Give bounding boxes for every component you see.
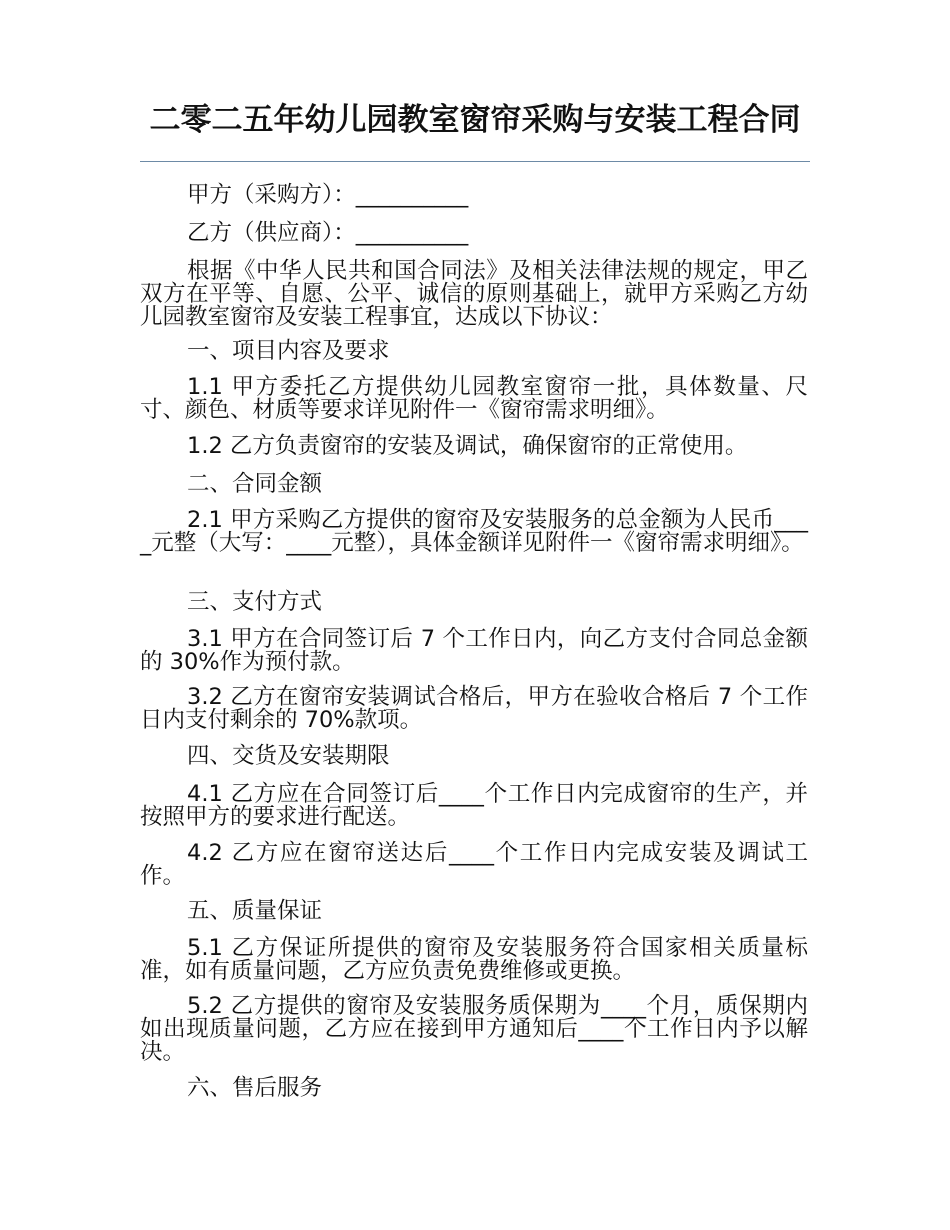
clause-paragraph: 2.1 甲方采购乙方提供的窗帘及安装服务的总金额为人民币____元整（大写：____元整），具体金额详见附件一《窗帘需求明细》。 — [140, 507, 808, 556]
clause-paragraph: 3.2 乙方在窗帘安装调试合格后，甲方在验收合格后 7 个工作日内支付剩余的 70%款项。 — [140, 684, 808, 733]
clause-paragraph: 1.2 乙方负责窗帘的安装及调试，确保窗帘的正常使用。 — [187, 433, 748, 459]
section-heading: 一、项目内容及要求 — [187, 338, 390, 364]
section-heading: 四、交货及安装期限 — [187, 743, 390, 769]
clause-paragraph: 5.1 乙方保证所提供的窗帘及安装服务符合国家相关质量标准，如有质量问题，乙方应负责免费维修或更换。 — [140, 935, 808, 984]
section-heading: 三、支付方式 — [187, 589, 323, 615]
document-title: 二零二五年幼儿园教室窗帘采购与安装工程合同 — [149, 102, 801, 138]
party-a-line: 甲方（采购方）：__________ — [187, 182, 469, 208]
preamble-paragraph: 根据《中华人民共和国合同法》及相关法律法规的规定，甲乙双方在平等、自愿、公平、诚信的原则基础上，就甲方采购乙方幼儿园教室窗帘及安装工程事宜，达成以下协议： — [140, 258, 808, 330]
section-heading: 二、合同金额 — [187, 471, 323, 497]
clause-paragraph: 4.2 乙方应在窗帘送达后____个工作日内完成安装及调试工作。 — [140, 840, 808, 889]
section-heading: 五、质量保证 — [187, 898, 323, 924]
clause-paragraph: 1.1 甲方委托乙方提供幼儿园教室窗帘一批，具体数量、尺寸、颜色、材质等要求详见附件一《窗帘需求明细》。 — [140, 374, 808, 423]
section-heading: 六、售后服务 — [187, 1075, 323, 1101]
clause-paragraph: 4.1 乙方应在合同签订后____个工作日内完成窗帘的生产，并按照甲方的要求进行配送。 — [140, 781, 808, 830]
title-underline — [140, 161, 810, 162]
party-b-line: 乙方（供应商）：__________ — [187, 220, 469, 246]
clause-paragraph: 3.1 甲方在合同签订后 7 个工作日内，向乙方支付合同总金额的 30%作为预付款。 — [140, 626, 808, 675]
clause-paragraph: 5.2 乙方提供的窗帘及安装服务质保期为____个月，质保期内如出现质量问题，乙方应在接到甲方通知后____个工作日内予以解决。 — [140, 993, 808, 1065]
